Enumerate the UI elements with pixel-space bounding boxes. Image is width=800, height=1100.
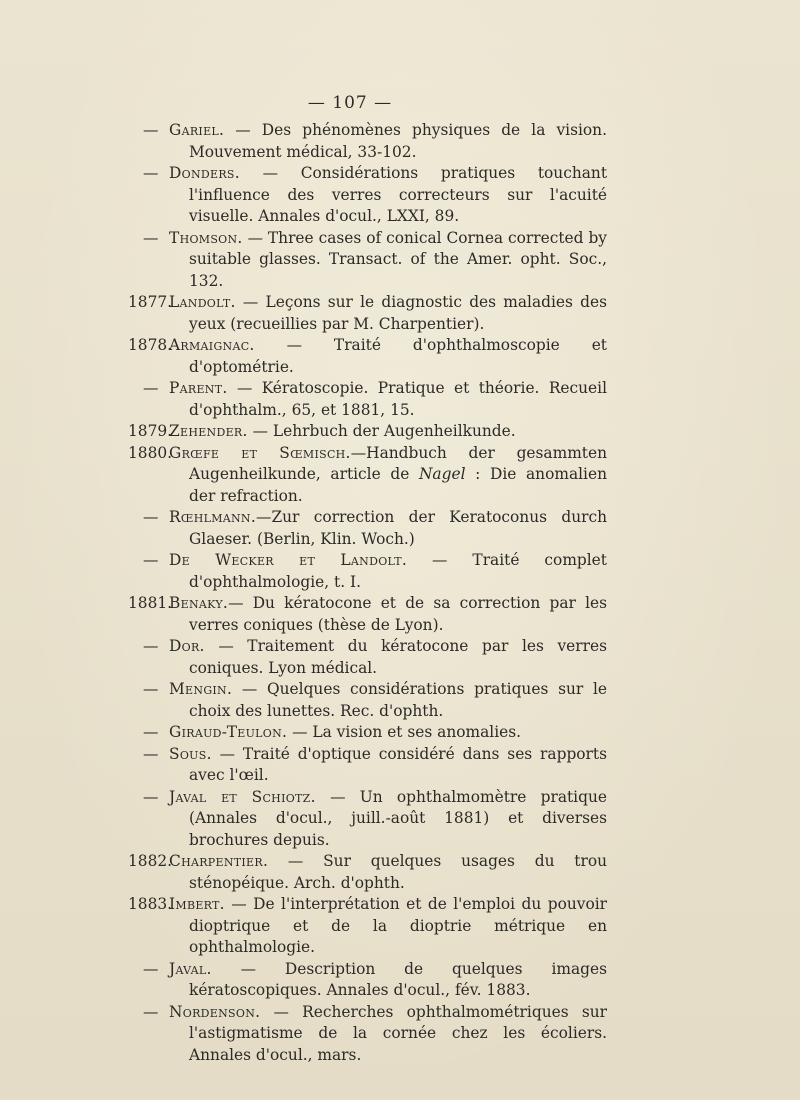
entry-text: — Traité d'optique considéré dans ses rapports avec l'œil. — [189, 744, 607, 784]
entry-text: — Sur quelques usages du trou sténopéique. Arch. d'ophth. — [189, 852, 607, 892]
entry-year: 1879. — [128, 422, 173, 440]
entry-body — [169, 421, 607, 443]
ditto-dash: — — [143, 379, 159, 397]
bibliography-entry — [0, 292, 800, 335]
bibliography-entry — [0, 959, 800, 1002]
entry-author: Javal et Schiotz. — [169, 787, 316, 806]
bibliography-entry — [0, 722, 800, 744]
entry-text: — Un ophthalmomètre pratique (Annales d'ocul., juill.-août 1881) et diverses brochures depuis. — [189, 787, 607, 849]
ditto-dash: — — [143, 551, 159, 569]
bibliography-entry — [0, 1002, 800, 1067]
entry-text-tail: : Die anomalien der refraction. — [189, 465, 607, 505]
entry-author: Charpentier. — [169, 852, 269, 870]
bibliography-entry — [0, 894, 800, 959]
entry-author: Grœfe et Sœmisch. — [169, 443, 351, 462]
ditto-dash: — — [143, 637, 159, 655]
entry-year: 1881. — [128, 594, 173, 612]
entry-body — [169, 292, 607, 335]
bibliography-entry — [0, 120, 800, 163]
entry-text: — Three cases of conical Cornea corrected by suitable glasses. Transact. of the Amer. opht. Soc., 132. — [189, 228, 607, 290]
entry-year: 1883. — [128, 895, 173, 913]
entry-year: 1877. — [128, 293, 173, 311]
bibliography-entry — [0, 507, 800, 550]
entry-body — [169, 163, 607, 228]
entry-body — [169, 593, 607, 636]
entry-body — [169, 1002, 607, 1067]
entry-author: Sous. — [169, 744, 212, 763]
entry-text: — De l'interprétation et de l'emploi du pouvoir dioptrique et de la dioptrie métrique en ophthalmologie. — [189, 895, 607, 956]
bibliography-list — [0, 120, 800, 1066]
bibliography-entry — [0, 228, 800, 293]
entry-author: Javal. — [169, 959, 212, 978]
ditto-dash: — — [143, 959, 159, 978]
entry-text: — Traité d'ophthalmoscopie et d'optométrie. — [189, 336, 607, 376]
entry-text: —Zur correction der Keratoconus durch Glaeser. (Berlin, Klin. Woch.) — [189, 508, 607, 548]
entry-text: — Lehrbuch der Augenheilkunde. — [247, 422, 516, 440]
entry-italic-name: Nagel — [418, 465, 466, 483]
bibliography-entry — [0, 744, 800, 787]
entry-body — [169, 959, 607, 1002]
ditto-dash: — — [143, 121, 159, 139]
ditto-dash: — — [143, 1002, 159, 1021]
entry-author: Gariel. — [169, 121, 225, 139]
entry-author: Giraud-Teulon. — [169, 723, 288, 741]
ditto-dash: — — [143, 164, 159, 182]
bibliography-entry — [0, 593, 800, 636]
entry-author: Dor. — [169, 637, 205, 655]
entry-text: —Handbuch der gesammten Augenheilkunde, article de — [189, 443, 607, 483]
ditto-dash: — — [143, 744, 159, 763]
bibliography-entry — [0, 851, 800, 894]
entry-body — [169, 550, 607, 593]
entry-author: Thomson. — [169, 228, 243, 247]
bibliography-entry — [0, 378, 800, 421]
entry-text: — Quelques considérations pratiques sur le choix des lunettes. Rec. d'ophth. — [189, 680, 607, 720]
bibliography-entry — [0, 163, 800, 228]
entry-body — [169, 507, 607, 550]
entry-text: — Description de quelques images kératoscopiques. Annales d'ocul., fév. 1883. — [189, 959, 607, 999]
entry-text: — Des phénomènes physiques de la vision. Mouvement médical, 33-102. — [189, 121, 607, 161]
entry-author: Zehender. — [169, 422, 248, 440]
entry-year: 1880. — [128, 443, 173, 462]
ditto-dash: — — [143, 680, 159, 698]
bibliography-entry — [0, 421, 800, 443]
bibliography-entry — [0, 679, 800, 722]
bibliography-entry — [0, 335, 800, 378]
entry-author: Landolt. — [169, 293, 236, 311]
ditto-dash: — — [143, 787, 159, 806]
entry-author: De Wecker et Landolt. — [169, 551, 408, 569]
entry-body — [169, 228, 607, 293]
entry-author: Nordenson. — [169, 1002, 261, 1021]
entry-body — [169, 894, 607, 959]
entry-author: Donders. — [169, 164, 240, 182]
entry-text: — Kératoscopie. Pratique et théorie. Recueil d'ophthalm., 65, et 1881, 15. — [189, 379, 607, 419]
entry-body — [169, 744, 607, 787]
ditto-dash: — — [143, 508, 159, 526]
entry-text: — Recherches ophthalmométriques sur l'astigmatisme de la cornée chez les écoliers. Annales d'ocul., mars. — [189, 1002, 607, 1064]
entry-year: 1878. — [128, 336, 173, 354]
entry-body — [169, 378, 607, 421]
entry-body — [169, 722, 607, 744]
entry-body — [169, 120, 607, 163]
entry-text: — Traité complet d'ophthalmologie, t. I. — [189, 551, 607, 591]
entry-text: — La vision et ses anomalies. — [287, 723, 522, 741]
entry-text: — Leçons sur le diagnostic des maladies des yeux (recueillies par M. Charpentier). — [189, 293, 607, 333]
ditto-dash: — — [143, 723, 159, 741]
entry-author: Parent. — [169, 379, 228, 397]
entry-body — [169, 636, 607, 679]
bibliography-entry — [0, 787, 800, 852]
entry-author: Mengin. — [169, 680, 233, 698]
entry-text: — Traitement du kératocone par les verres coniques. Lyon médical. — [189, 637, 607, 677]
entry-text: — Du kératocone et de sa correction par les verres coniques (thèse de Lyon). — [189, 594, 607, 634]
entry-text: — Considérations pratiques touchant l'influence des verres correcteurs sur l'acuité visuelle. Annales d'ocul., LXXI, 89. — [189, 164, 607, 225]
entry-body — [169, 335, 607, 378]
entry-author: Rœhlmann. — [169, 508, 257, 526]
ditto-dash: — — [143, 228, 159, 247]
entry-year: 1882. — [128, 852, 173, 870]
entry-body — [169, 443, 607, 508]
entry-body — [169, 679, 607, 722]
entry-body — [169, 851, 607, 894]
bibliography-entry — [0, 636, 800, 679]
bibliography-entry — [0, 443, 800, 508]
entry-author: Imbert. — [169, 895, 225, 913]
entry-author: Benaky. — [169, 594, 229, 612]
bibliography-entry — [0, 550, 800, 593]
entry-body — [169, 787, 607, 852]
page-number: — 107 — — [307, 93, 393, 113]
entry-author: Armaignac. — [169, 336, 255, 354]
